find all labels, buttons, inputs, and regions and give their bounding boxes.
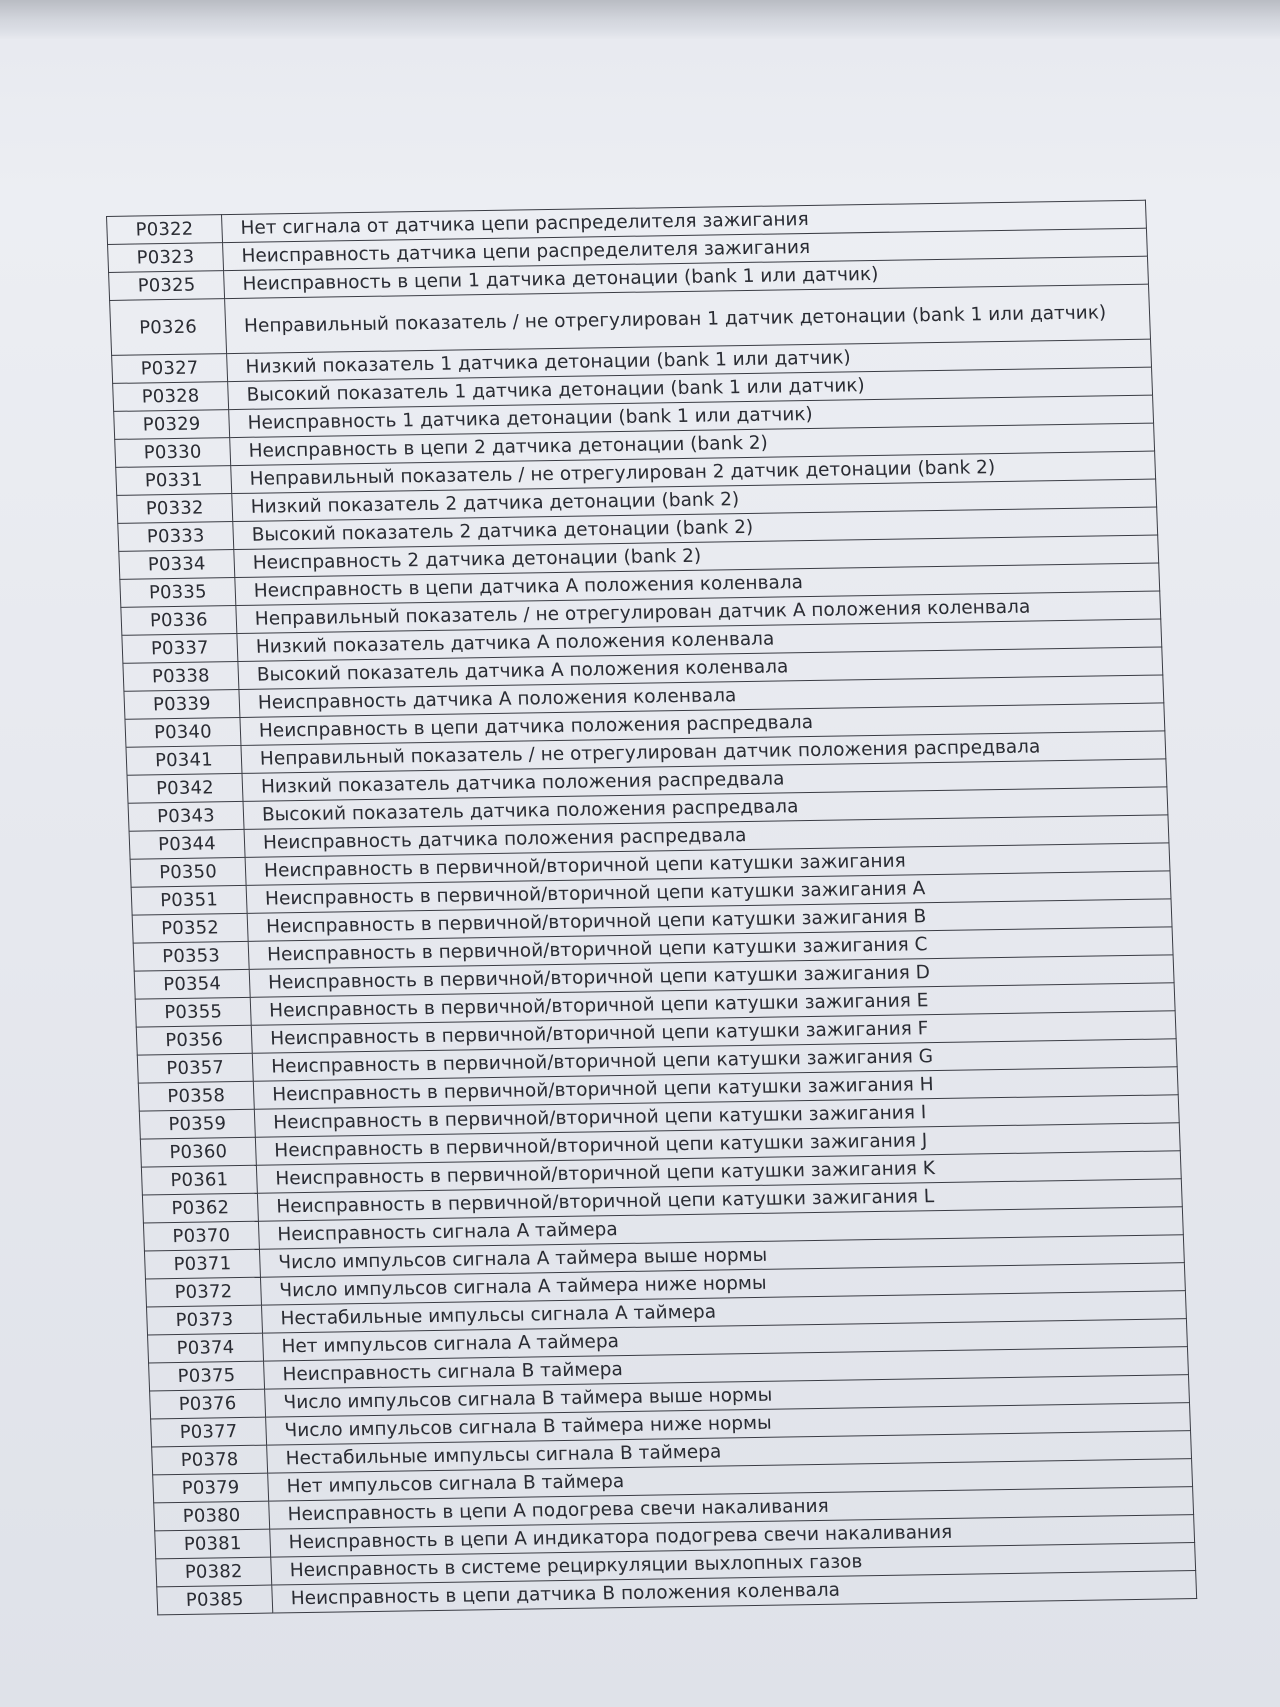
error-code: P0356 <box>136 1025 252 1055</box>
error-code: P0382 <box>156 1557 272 1587</box>
error-code: P0353 <box>133 941 249 971</box>
error-code: P0339 <box>124 689 240 719</box>
error-description: Нет импульсов сигнала A таймера <box>263 1319 1188 1362</box>
error-description: Неисправность датчика A положения коленвала <box>239 675 1164 718</box>
error-code: P0331 <box>116 466 232 496</box>
error-description: Неисправность в первичной/вторичной цепи катушки зажигания F <box>251 1011 1176 1054</box>
error-description: Неисправность сигнала B таймера <box>264 1347 1189 1390</box>
error-description: Неисправность датчика цепи распределителя зажигания <box>223 228 1148 271</box>
error-code: P0355 <box>135 997 251 1027</box>
error-description: Неисправность в цепи 2 датчика детонации (bank 2) <box>230 423 1155 466</box>
error-code: P0344 <box>129 829 245 859</box>
error-code: P0333 <box>118 522 234 552</box>
error-code: P0375 <box>149 1361 265 1391</box>
error-description: Низкий показатель датчика A положения коленвала <box>237 619 1162 662</box>
error-description: Высокий показатель 2 датчика детонации (bank 2) <box>233 507 1158 550</box>
error-code: P0350 <box>130 857 246 887</box>
error-description: Неисправность в первичной/вторичной цепи катушки зажигания J <box>255 1123 1180 1166</box>
error-code: P0370 <box>143 1221 259 1251</box>
error-description: Число импульсов сигнала A таймера ниже нормы <box>260 1263 1185 1306</box>
error-description: Низкий показатель 2 датчика детонации (bank 2) <box>232 479 1157 522</box>
error-description: Неисправность в первичной/вторичной цепи катушки зажигания H <box>253 1067 1178 1110</box>
error-description: Неисправность в цепи датчика B положения коленвала <box>272 1571 1197 1614</box>
error-description: Неисправность в первичной/вторичной цепи катушки зажигания D <box>249 955 1174 998</box>
error-code: P0360 <box>140 1137 256 1167</box>
error-code: P0362 <box>142 1193 258 1223</box>
error-description: Неисправность в первичной/вторичной цепи катушки зажигания C <box>248 927 1173 970</box>
error-code: P0359 <box>139 1109 255 1139</box>
error-code: P0371 <box>144 1249 260 1279</box>
error-description: Неисправность в цепи A подогрева свечи накаливания <box>269 1487 1194 1530</box>
error-description: Неисправность в первичной/вторичной цепи катушки зажигания B <box>247 899 1172 942</box>
error-description: Высокий показатель 1 датчика детонации (bank 1 или датчик) <box>228 367 1153 410</box>
error-code: P0328 <box>113 382 229 412</box>
error-code: P0379 <box>153 1473 269 1503</box>
error-code: P0334 <box>119 550 235 580</box>
error-code: P0381 <box>155 1529 271 1559</box>
error-description: Неисправность в первичной/вторичной цепи катушки зажигания I <box>254 1095 1179 1138</box>
error-code: P0337 <box>122 633 238 663</box>
error-codes-table <box>106 200 1197 1616</box>
error-code: P0378 <box>152 1445 268 1475</box>
error-code: P0322 <box>107 215 223 245</box>
error-code: P0340 <box>125 717 241 747</box>
error-description: Неисправность в первичной/вторичной цепи катушки зажигания A <box>246 871 1171 914</box>
error-code: P0373 <box>147 1305 263 1335</box>
error-description: Неисправность в первичной/вторичной цепи катушки зажигания L <box>257 1179 1182 1222</box>
page-edge-shadow <box>0 0 1280 40</box>
error-description: Неисправность сигнала A таймера <box>258 1207 1183 1250</box>
error-description: Неисправность в цепи A индикатора подогрева свечи накаливания <box>270 1515 1195 1558</box>
error-code: P0329 <box>114 410 230 440</box>
error-code: P0325 <box>109 271 225 301</box>
error-code: P0361 <box>141 1165 257 1195</box>
error-description: Нет импульсов сигнала B таймера <box>268 1459 1193 1502</box>
error-description: Неисправность в цепи датчика A положения коленвала <box>235 563 1160 606</box>
error-description: Число импульсов сигнала A таймера выше нормы <box>259 1235 1184 1278</box>
error-code: P0341 <box>126 745 242 775</box>
error-code: P0372 <box>145 1277 261 1307</box>
error-description: Неисправность датчика положения распредвала <box>244 815 1169 858</box>
error-description: Высокий показатель датчика A положения коленвала <box>238 647 1163 690</box>
error-code: P0342 <box>127 773 243 803</box>
error-description: Неправильный показатель / не отрегулирован датчик положения распредвала <box>241 731 1166 774</box>
error-description: Неисправность в цепи датчика положения распредвала <box>240 703 1165 746</box>
error-code: P0327 <box>112 354 228 384</box>
error-description: Высокий показатель датчика положения распредвала <box>243 787 1168 830</box>
error-description: Неисправность в цепи 1 датчика детонации (bank 1 или датчик) <box>224 256 1149 299</box>
error-description: Неисправность в первичной/вторичной цепи катушки зажигания E <box>250 983 1175 1026</box>
error-code: P0323 <box>108 243 224 273</box>
error-code: P0330 <box>115 438 231 468</box>
error-code: P0377 <box>151 1417 267 1447</box>
error-code: P0380 <box>154 1501 270 1531</box>
error-description: Число импульсов сигнала B таймера ниже нормы <box>266 1403 1191 1446</box>
error-description: Неисправность 2 датчика детонации (bank 2) <box>234 535 1159 578</box>
error-description: Нет сигнала от датчика цепи распределителя зажигания <box>222 200 1147 243</box>
error-code: P0358 <box>138 1081 254 1111</box>
error-description: Неисправность 1 датчика детонации (bank 1 или датчик) <box>229 395 1154 438</box>
error-description: Число импульсов сигнала B таймера выше нормы <box>265 1375 1190 1418</box>
error-code: P0338 <box>123 661 239 691</box>
error-code: P0385 <box>157 1585 273 1615</box>
error-code: P0352 <box>132 913 248 943</box>
error-description: Нестабильные импульсы сигнала A таймера <box>261 1291 1186 1334</box>
error-code: P0374 <box>148 1333 264 1363</box>
error-description: Неисправность в первичной/вторичной цепи катушки зажигания <box>245 843 1170 886</box>
error-description: Неправильный показатель / не отрегулирован датчик A положения коленвала <box>236 591 1161 634</box>
error-description: Неисправность в первичной/вторичной цепи катушки зажигания G <box>252 1039 1177 1082</box>
error-code: P0332 <box>117 494 233 524</box>
error-description: Низкий показатель 1 датчика детонации (bank 1 или датчик) <box>227 339 1152 382</box>
error-description: Неисправность в системе рециркуляции выхлопных газов <box>271 1543 1196 1586</box>
error-code: P0376 <box>150 1389 266 1419</box>
error-codes-body <box>107 200 1197 1615</box>
error-code: P0357 <box>137 1053 253 1083</box>
printed-sheet <box>106 199 1223 1615</box>
error-code: P0351 <box>131 885 247 915</box>
error-description: Низкий показатель датчика положения распредвала <box>242 759 1167 802</box>
error-code: P0354 <box>134 969 250 999</box>
error-description: Неправильный показатель / не отрегулирован 1 датчик детонации (bank 1 или датчик) <box>225 284 1151 353</box>
error-code: P0335 <box>120 578 236 608</box>
error-description: Неисправность в первичной/вторичной цепи катушки зажигания K <box>256 1151 1181 1194</box>
error-code: P0343 <box>128 801 244 831</box>
error-description: Нестабильные импульсы сигнала B таймера <box>267 1431 1192 1474</box>
error-code: P0336 <box>121 606 237 636</box>
error-code: P0326 <box>110 299 227 356</box>
error-description: Неправильный показатель / не отрегулирован 2 датчик детонации (bank 2) <box>231 451 1156 494</box>
